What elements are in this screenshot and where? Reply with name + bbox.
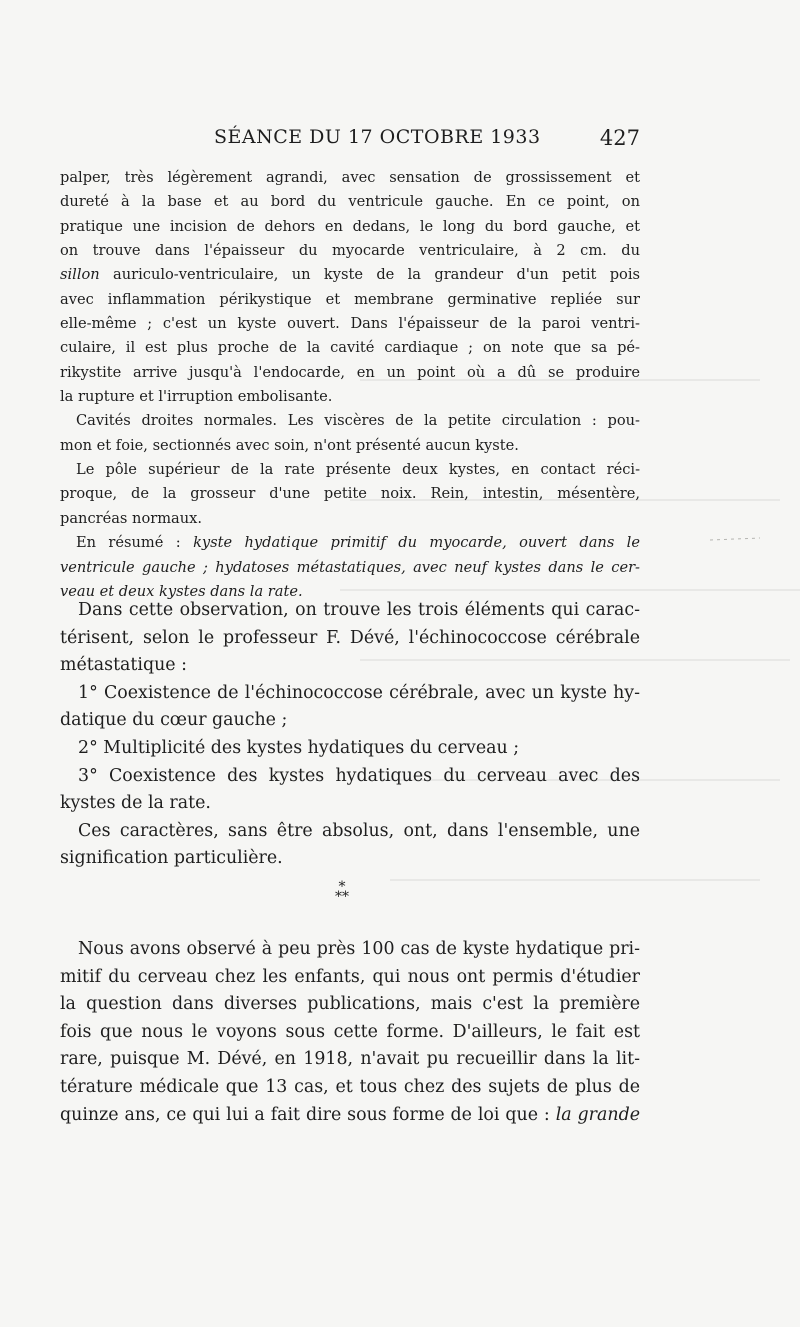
discussion-text	[60, 597, 640, 873]
text-line: 1° Coexistence de l'échinococcose cérébrale, avec un kyste hy-	[78, 682, 640, 703]
text-line: térisent, selon le professeur F. Dévé, l'échinococcose cérébrale	[60, 627, 640, 648]
text-line	[60, 531, 640, 555]
observation-text	[60, 936, 640, 1129]
list-item-1	[60, 680, 640, 735]
text-line: Dans cette observation, on trouve les trois éléments qui carac-	[78, 600, 640, 620]
text-line: dureté à la base et au bord du ventricule gauche. En ce point, on	[60, 193, 640, 211]
list-item-2	[60, 735, 640, 763]
text-line: pancréas normaux.	[60, 509, 203, 527]
text-line: Cavités droites normales. Les viscères de la petite circulation : pou-	[76, 412, 640, 430]
paragraph-spleen	[60, 458, 640, 531]
text-line: 2° Multiplicité des kystes hydatiques du cerveau ;	[78, 737, 520, 758]
running-head: SÉANCE DU 17 OCTOBRE 1933	[214, 126, 541, 148]
text-line: proque, de la grosseur d'une petite noix. Rein, intestin, mésentère,	[60, 485, 640, 503]
text-line: palper, très légèrement agrandi, avec sensation de grossissement et	[60, 169, 640, 186]
paragraph-characteristics	[60, 818, 640, 873]
text-line: Le pôle supérieur de la rate présente deux kystes, en contact réci-	[76, 461, 640, 479]
text-segment: auriculo-ventriculaire, un kyste de la grandeur d'un petit pois	[99, 266, 640, 284]
page-number: 427	[599, 126, 640, 150]
paragraph-right-cavities	[60, 409, 640, 458]
list-item-3	[60, 763, 640, 818]
text-line: mitif du cerveau chez les enfants, qui nous ont permis d'étudier	[60, 966, 640, 987]
text-line: culaire, il est plus proche de la cavité cardiaque ; on note que sa pé-	[60, 339, 640, 357]
case-report-text	[60, 166, 640, 604]
italic-phrase: la grande	[555, 1104, 640, 1125]
text-line: on trouve dans l'épaisseur du myocarde ventriculaire, à 2 cm. du	[60, 242, 640, 260]
text-line: datique du cœur gauche ;	[60, 710, 288, 731]
section-separator: * **	[335, 879, 349, 905]
text-line: térature médicale que 13 cas, et tous chez des sujets de plus de	[60, 1076, 640, 1097]
text-line: rikystite arrive jusqu'à l'endocarde, en un point où a dû se produire	[60, 363, 640, 381]
text-line: veau et deux kystes dans la rate.	[60, 582, 303, 600]
summary-lead: En résumé :	[76, 534, 194, 552]
text-line: Nous avons observé à peu près 100 cas de kyste hydatique pri-	[78, 939, 640, 959]
paragraph-observation	[60, 936, 640, 1129]
text-line: avec inflammation périkystique et membrane germinative repliée sur	[60, 290, 640, 308]
text-line: rare, puisque M. Dévé, en 1918, n'avait pu recueillir dans la lit-	[60, 1049, 640, 1070]
text-line: fois que nous le voyons sous cette forme. D'ailleurs, le fait est	[60, 1021, 640, 1042]
text-line: kystes de la rate.	[60, 793, 211, 814]
page-header	[60, 126, 640, 154]
text-line: 3° Coexistence des kystes hydatiques du cerveau avec des	[78, 765, 640, 786]
text-line	[60, 1102, 640, 1130]
text-segment: quinze ans, ce qui lui a fait dire sous forme de loi que :	[60, 1104, 556, 1125]
text-line: la question dans diverses publications, mais c'est la première	[60, 994, 640, 1015]
summary-italic: kyste hydatique primitif du myocarde, ouvert dans le	[193, 534, 640, 552]
text-line: métastatique :	[60, 655, 187, 676]
paragraph-autopsy-findings	[60, 166, 640, 409]
text-line: mon et foie, sectionnés avec soin, n'ont présenté aucun kyste.	[60, 436, 519, 454]
text-line: pratique une incision de dehors en dedans, le long du bord gauche, et	[60, 217, 640, 235]
italic-term: sillon	[60, 266, 100, 284]
text-line: la rupture et l'irruption embolisante.	[60, 388, 333, 406]
text-line	[60, 263, 640, 287]
text-line: ventricule gauche ; hydatoses métastatiques, avec neuf kystes dans le cer-	[60, 558, 640, 576]
paragraph-summary	[60, 531, 640, 604]
text-line: elle-même ; c'est un kyste ouvert. Dans l'épaisseur de la paroi ventri-	[60, 315, 640, 333]
text-line: signification particulière.	[60, 848, 283, 869]
paragraph-three-elements	[60, 597, 640, 680]
text-line: Ces caractères, sans être absolus, ont, dans l'ensemble, une	[78, 820, 640, 841]
